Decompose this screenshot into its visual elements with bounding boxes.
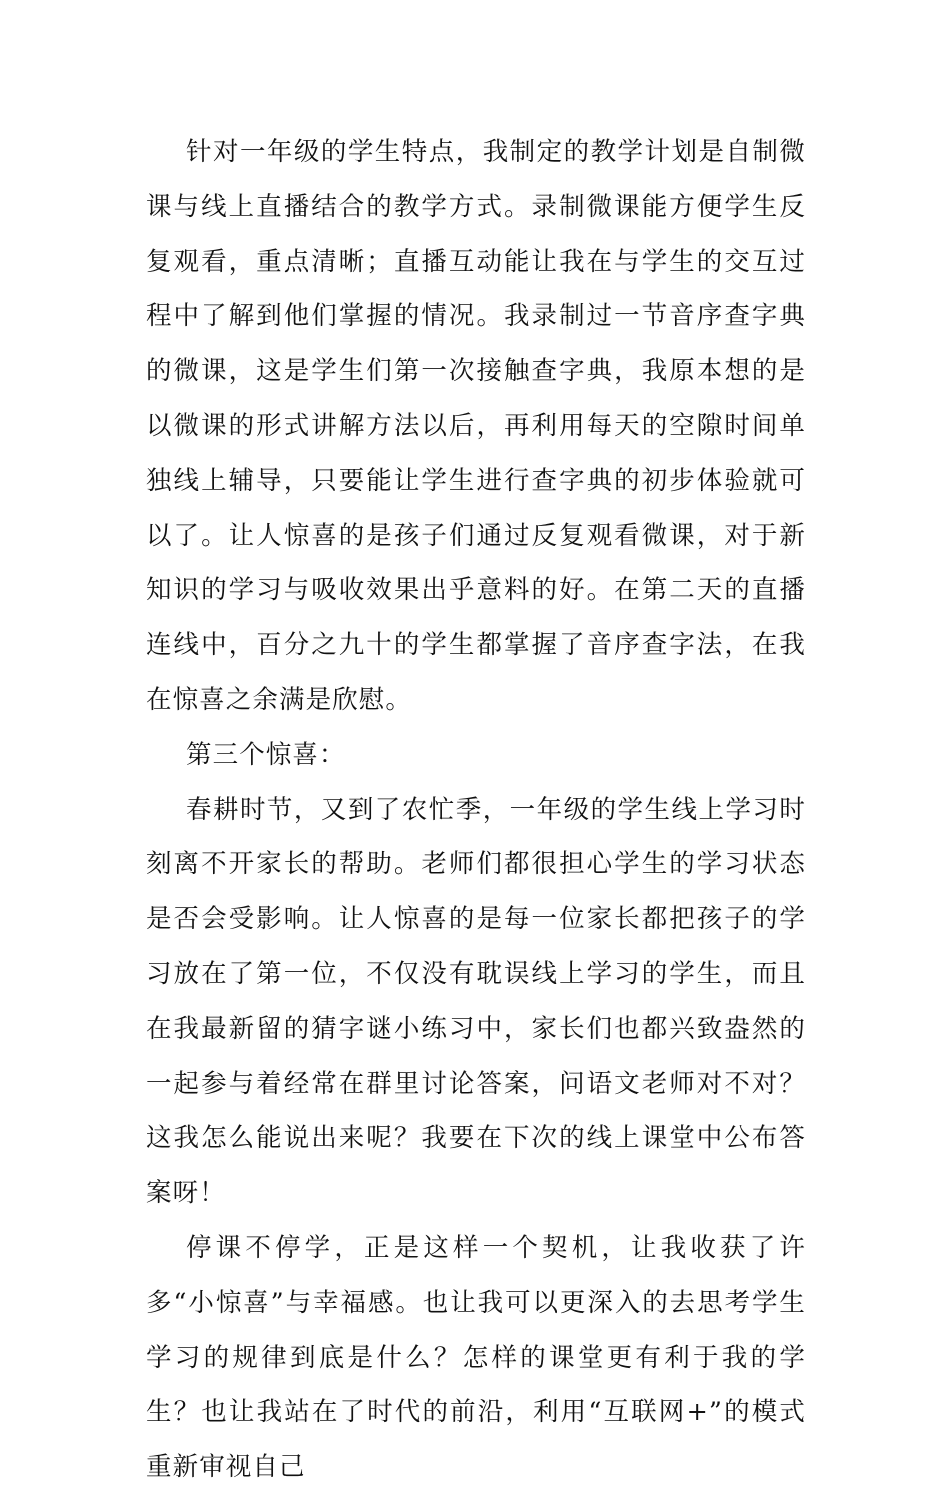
body-text: [146, 125, 806, 1495]
heading-third-surprise: 第三个惊喜：: [186, 739, 346, 770]
paragraph-spring-farming: 春耕时节，又到了农忙季，一年级的学生线上学习时刻离不开家长的帮助。老师们都很担心学生的学习状态是否会受影响。让人惊喜的是每一位家长都把孩子的学习放在了第一位，不仅没有耽误线上学习的学生，而且在我最新留的猜字谜小练习中，家长们也都兴致盎然的一起参与着经常在群里讨论答案，问语文老师对不对？这我怎么能说出来呢？我要在下次的线上课堂中公布答案呀！: [146, 794, 806, 1209]
paragraph-closing: 停课不停学，正是这样一个契机，让我收获了许多“小惊喜”与幸福感。也让我可以更深入的去思考学生学习的规律到底是什么？怎样的课堂更有利于我的学生？也让我站在了时代的前沿，利用“互联网+”的模式重新审视自己: [146, 1232, 806, 1483]
paragraph-online-teaching: 针对一年级的学生特点，我制定的教学计划是自制微课与线上直播结合的教学方式。录制微课能方便学生反复观看，重点清晰；直播互动能让我在与学生的交互过程中了解到他们掌握的情况。我录制过一节音序查字典的微课，这是学生们第一次接触查字典，我原本想的是以微课的形式讲解方法以后，再利用每天的空隙时间单独线上辅导，只要能让学生进行查字典的初步体验就可以了。让人惊喜的是孩子们通过反复观看微课，对于新知识的学习与吸收效果出乎意料的好。在第二天的直播连线中，百分之九十的学生都掌握了音序查字法，在我在惊喜之余满是欣慰。: [146, 137, 806, 715]
